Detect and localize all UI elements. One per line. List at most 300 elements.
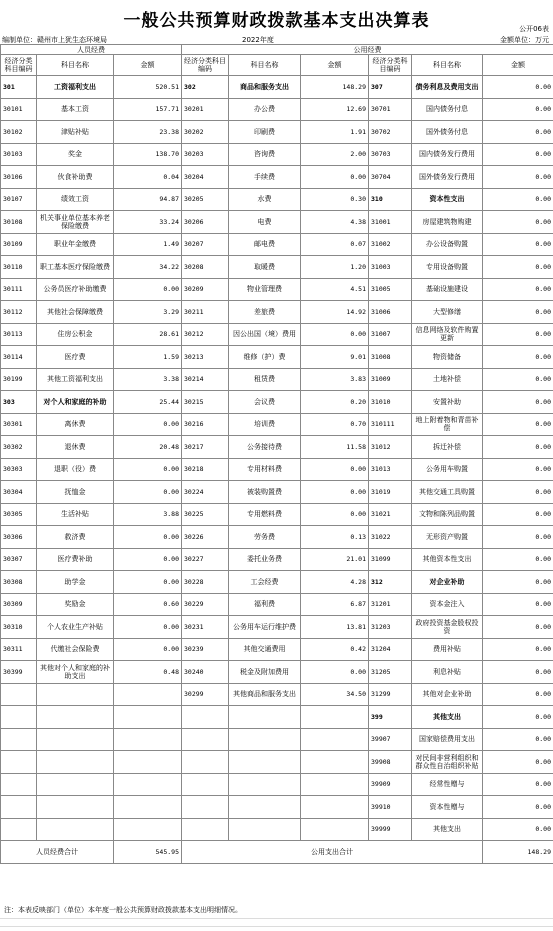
personnel-code-cell: 30108 <box>1 211 37 234</box>
personnel-amount-cell: 0.00 <box>114 278 182 301</box>
personnel-name-cell: 伙食补助费 <box>37 166 114 189</box>
public-code-cell: 30204 <box>182 166 229 189</box>
public-name-cell: 电费 <box>229 211 301 234</box>
public-amount-cell: 12.69 <box>301 98 369 121</box>
table-row <box>1 76 553 99</box>
public-extra-name-cell: 国内债务发行费用 <box>412 143 483 166</box>
personnel-name-cell: 奖励金 <box>37 593 114 616</box>
personnel-name-cell: 抚恤金 <box>37 481 114 504</box>
public-extra-code-cell: 31299 <box>369 683 412 706</box>
personnel-amount-cell: 23.38 <box>114 121 182 144</box>
personnel-name-cell: 其他对个人和家庭的补助支出 <box>37 661 114 684</box>
personnel-amount-cell: 0.00 <box>114 481 182 504</box>
public-extra-amount-cell: 0.00 <box>483 638 553 661</box>
personnel-amount-cell <box>114 683 182 706</box>
public-code-cell: 30215 <box>182 391 229 414</box>
public-amount-cell: 0.00 <box>301 458 369 481</box>
public-code-cell <box>182 751 229 774</box>
code-header: 经济分类科目编码 <box>369 55 412 76</box>
public-name-cell: 手续费 <box>229 166 301 189</box>
personnel-amount-cell <box>114 751 182 774</box>
public-code-cell: 30239 <box>182 638 229 661</box>
public-name-cell: 物业管理费 <box>229 278 301 301</box>
personnel-code-cell: 30107 <box>1 188 37 211</box>
public-extra-name-cell: 国外债务发行费用 <box>412 166 483 189</box>
public-extra-amount-cell: 0.00 <box>483 98 553 121</box>
public-amount-cell: 4.51 <box>301 278 369 301</box>
personnel-amount-cell: 0.00 <box>114 548 182 571</box>
public-extra-amount-cell: 0.00 <box>483 571 553 594</box>
public-name-cell <box>229 773 301 796</box>
public-code-cell <box>182 773 229 796</box>
personnel-amount-cell: 3.29 <box>114 301 182 324</box>
public-amount-cell: 0.00 <box>301 323 369 346</box>
public-extra-code-cell: 310 <box>369 188 412 211</box>
public-extra-name-cell: 基础设施建设 <box>412 278 483 301</box>
personnel-amount-cell: 157.71 <box>114 98 182 121</box>
table-row <box>1 413 553 436</box>
public-extra-amount-cell: 0.00 <box>483 211 553 234</box>
public-extra-amount-cell: 0.00 <box>483 458 553 481</box>
public-extra-name-cell: 对民间非营利组织和群众性自治组织补贴 <box>412 751 483 774</box>
personnel-code-cell: 30310 <box>1 616 37 639</box>
money-unit: 金额单位：万元 <box>500 36 549 44</box>
public-name-cell: 其他交通费用 <box>229 638 301 661</box>
table-row <box>1 98 553 121</box>
public-extra-amount-cell: 0.00 <box>483 503 553 526</box>
public-total-value: 148.29 <box>483 841 553 864</box>
public-name-cell: 取暖费 <box>229 256 301 279</box>
public-extra-name-cell: 其他对企业补助 <box>412 683 483 706</box>
public-extra-name-cell: 房屋建筑物购建 <box>412 211 483 234</box>
personnel-name-cell <box>37 706 114 729</box>
public-extra-name-cell: 债务利息及费用支出 <box>412 76 483 99</box>
public-amount-cell <box>301 796 369 819</box>
group-header-row <box>1 45 553 55</box>
public-code-cell: 30214 <box>182 368 229 391</box>
public-extra-code-cell: 39907 <box>369 728 412 751</box>
table-row <box>1 391 553 414</box>
public-extra-code-cell: 31007 <box>369 323 412 346</box>
public-amount-cell: 14.92 <box>301 301 369 324</box>
public-name-cell <box>229 728 301 751</box>
table-row <box>1 818 553 841</box>
sheet-gridline <box>0 918 553 919</box>
table-row <box>1 323 553 346</box>
name-header: 科目名称 <box>412 55 483 76</box>
fiscal-year: 2022年度 <box>242 36 274 44</box>
public-code-cell: 30217 <box>182 436 229 459</box>
public-name-cell <box>229 706 301 729</box>
personnel-name-cell: 基本工资 <box>37 98 114 121</box>
public-extra-amount-cell: 0.00 <box>483 436 553 459</box>
personnel-code-cell: 30101 <box>1 98 37 121</box>
table-row <box>1 143 553 166</box>
public-extra-name-cell: 办公设备购置 <box>412 233 483 256</box>
public-name-cell: 印刷费 <box>229 121 301 144</box>
public-extra-name-cell: 公务用车购置 <box>412 458 483 481</box>
public-extra-code-cell: 31002 <box>369 233 412 256</box>
personnel-name-cell: 其他工资福利支出 <box>37 368 114 391</box>
public-code-cell: 30218 <box>182 458 229 481</box>
public-extra-code-cell: 31022 <box>369 526 412 549</box>
personnel-name-cell <box>37 683 114 706</box>
public-extra-amount-cell: 0.00 <box>483 548 553 571</box>
personnel-name-cell: 其他社会保障缴费 <box>37 301 114 324</box>
personnel-amount-cell: 520.51 <box>114 76 182 99</box>
personnel-name-cell: 医疗费补助 <box>37 548 114 571</box>
public-amount-cell: 1.20 <box>301 256 369 279</box>
table-row <box>1 638 553 661</box>
public-extra-name-cell: 专用设备购置 <box>412 256 483 279</box>
personnel-code-cell: 30399 <box>1 661 37 684</box>
personnel-name-cell: 职业年金缴费 <box>37 233 114 256</box>
public-extra-name-cell: 土地补偿 <box>412 368 483 391</box>
table-row <box>1 481 553 504</box>
public-extra-name-cell: 其他支出 <box>412 818 483 841</box>
public-extra-code-cell: 30703 <box>369 143 412 166</box>
name-header: 科目名称 <box>229 55 301 76</box>
personnel-code-cell <box>1 683 37 706</box>
public-name-cell: 培训费 <box>229 413 301 436</box>
personnel-code-cell <box>1 706 37 729</box>
public-extra-code-cell: 312 <box>369 571 412 594</box>
public-name-cell: 公务用车运行维护费 <box>229 616 301 639</box>
public-extra-name-cell: 资本性赠与 <box>412 796 483 819</box>
table-row <box>1 616 553 639</box>
public-code-cell: 30225 <box>182 503 229 526</box>
public-amount-cell: 0.07 <box>301 233 369 256</box>
personnel-amount-cell: 138.70 <box>114 143 182 166</box>
public-name-cell: 公务接待费 <box>229 436 301 459</box>
public-extra-amount-cell: 0.00 <box>483 796 553 819</box>
personnel-code-cell: 30309 <box>1 593 37 616</box>
public-extra-amount-cell: 0.00 <box>483 301 553 324</box>
public-code-cell: 30208 <box>182 256 229 279</box>
public-extra-amount-cell: 0.00 <box>483 368 553 391</box>
public-extra-code-cell: 31001 <box>369 211 412 234</box>
personnel-name-cell <box>37 818 114 841</box>
public-extra-amount-cell: 0.00 <box>483 413 553 436</box>
public-name-cell: 维修（护）费 <box>229 346 301 369</box>
personnel-code-cell: 30114 <box>1 346 37 369</box>
personnel-code-cell: 30311 <box>1 638 37 661</box>
public-extra-code-cell: 31203 <box>369 616 412 639</box>
public-extra-amount-cell: 0.00 <box>483 323 553 346</box>
public-code-cell: 30211 <box>182 301 229 324</box>
personnel-amount-cell: 3.38 <box>114 368 182 391</box>
public-name-cell: 因公出国（境）费用 <box>229 323 301 346</box>
public-amount-cell <box>301 728 369 751</box>
public-code-cell: 302 <box>182 76 229 99</box>
totals-row <box>1 841 553 864</box>
public-extra-code-cell: 30704 <box>369 166 412 189</box>
amount-header: 金额 <box>114 55 182 76</box>
personnel-code-cell <box>1 728 37 751</box>
personnel-amount-cell: 28.61 <box>114 323 182 346</box>
personnel-name-cell: 绩效工资 <box>37 188 114 211</box>
public-name-cell: 劳务费 <box>229 526 301 549</box>
public-extra-code-cell: 399 <box>369 706 412 729</box>
personnel-amount-cell: 0.00 <box>114 413 182 436</box>
personnel-amount-cell <box>114 773 182 796</box>
personnel-amount-cell: 0.00 <box>114 526 182 549</box>
personnel-amount-cell: 0.00 <box>114 458 182 481</box>
public-name-cell: 邮电费 <box>229 233 301 256</box>
sheet-gridline <box>0 926 553 927</box>
public-amount-cell: 148.29 <box>301 76 369 99</box>
personnel-code-cell: 30111 <box>1 278 37 301</box>
personnel-amount-cell <box>114 818 182 841</box>
public-extra-code-cell: 31006 <box>369 301 412 324</box>
public-extra-name-cell: 经常性赠与 <box>412 773 483 796</box>
personnel-name-cell: 住房公积金 <box>37 323 114 346</box>
personnel-code-cell: 30110 <box>1 256 37 279</box>
public-extra-name-cell: 政府投资基金股权投资 <box>412 616 483 639</box>
public-extra-amount-cell: 0.00 <box>483 166 553 189</box>
public-name-cell: 水费 <box>229 188 301 211</box>
public-extra-amount-cell: 0.00 <box>483 706 553 729</box>
public-extra-amount-cell: 0.00 <box>483 661 553 684</box>
column-header-row <box>1 55 553 76</box>
public-code-cell: 30207 <box>182 233 229 256</box>
public-amount-cell: 9.01 <box>301 346 369 369</box>
public-extra-amount-cell: 0.00 <box>483 818 553 841</box>
public-extra-amount-cell: 0.00 <box>483 616 553 639</box>
public-name-cell: 工会经费 <box>229 571 301 594</box>
public-amount-cell: 6.87 <box>301 593 369 616</box>
public-extra-name-cell: 对企业补助 <box>412 571 483 594</box>
table-row <box>1 683 553 706</box>
public-extra-name-cell: 大型修缮 <box>412 301 483 324</box>
personnel-code-cell: 30303 <box>1 458 37 481</box>
expenditure-table <box>0 44 553 864</box>
table-row <box>1 256 553 279</box>
personnel-amount-cell: 0.48 <box>114 661 182 684</box>
table-row <box>1 211 553 234</box>
public-name-cell: 差旅费 <box>229 301 301 324</box>
public-extra-code-cell: 31013 <box>369 458 412 481</box>
public-amount-cell: 11.58 <box>301 436 369 459</box>
table-row <box>1 728 553 751</box>
personnel-amount-cell: 0.00 <box>114 571 182 594</box>
public-extra-amount-cell: 0.00 <box>483 593 553 616</box>
public-code-cell <box>182 706 229 729</box>
personnel-code-cell: 30308 <box>1 571 37 594</box>
personnel-name-cell: 个人农业生产补贴 <box>37 616 114 639</box>
public-amount-cell: 4.28 <box>301 571 369 594</box>
personnel-code-cell: 30199 <box>1 368 37 391</box>
public-amount-cell: 0.42 <box>301 638 369 661</box>
personnel-name-cell: 助学金 <box>37 571 114 594</box>
table-row <box>1 233 553 256</box>
public-extra-code-cell: 39909 <box>369 773 412 796</box>
personnel-name-cell: 机关事业单位基本养老保险缴费 <box>37 211 114 234</box>
personnel-code-cell <box>1 773 37 796</box>
public-amount-cell: 0.00 <box>301 661 369 684</box>
personnel-name-cell: 退职（役）费 <box>37 458 114 481</box>
public-amount-cell: 1.91 <box>301 121 369 144</box>
public-extra-amount-cell: 0.00 <box>483 346 553 369</box>
public-code-cell: 30209 <box>182 278 229 301</box>
personnel-code-cell: 30305 <box>1 503 37 526</box>
public-name-cell <box>229 818 301 841</box>
personnel-name-cell <box>37 751 114 774</box>
personnel-name-cell: 医疗费 <box>37 346 114 369</box>
personnel-code-cell: 30109 <box>1 233 37 256</box>
public-amount-cell: 4.38 <box>301 211 369 234</box>
public-code-cell: 30216 <box>182 413 229 436</box>
public-extra-code-cell: 39999 <box>369 818 412 841</box>
public-code-cell: 30226 <box>182 526 229 549</box>
public-amount-cell: 0.20 <box>301 391 369 414</box>
public-extra-amount-cell: 0.00 <box>483 481 553 504</box>
table-row <box>1 301 553 324</box>
public-extra-code-cell: 30702 <box>369 121 412 144</box>
personnel-code-cell <box>1 751 37 774</box>
personnel-amount-cell: 1.49 <box>114 233 182 256</box>
public-extra-code-cell: 31204 <box>369 638 412 661</box>
public-amount-cell: 21.01 <box>301 548 369 571</box>
public-name-cell: 咨询费 <box>229 143 301 166</box>
public-code-cell: 30202 <box>182 121 229 144</box>
public-extra-name-cell: 国外债务付息 <box>412 121 483 144</box>
personnel-amount-cell: 25.44 <box>114 391 182 414</box>
public-amount-cell: 0.00 <box>301 481 369 504</box>
public-amount-cell: 3.83 <box>301 368 369 391</box>
personnel-name-cell: 奖金 <box>37 143 114 166</box>
personnel-name-cell: 救济费 <box>37 526 114 549</box>
table-row <box>1 571 553 594</box>
public-extra-name-cell: 拆迁补偿 <box>412 436 483 459</box>
personnel-code-cell: 30306 <box>1 526 37 549</box>
personnel-name-cell: 生活补贴 <box>37 503 114 526</box>
public-code-cell: 30240 <box>182 661 229 684</box>
code-header: 经济分类科目编码 <box>1 55 37 76</box>
public-amount-cell <box>301 773 369 796</box>
personnel-amount-cell: 0.00 <box>114 638 182 661</box>
report-title: 一般公共预算财政拨款基本支出决算表 <box>123 11 430 31</box>
public-extra-name-cell: 信息网络及软件购置更新 <box>412 323 483 346</box>
personnel-group-header: 人员经费 <box>1 45 182 55</box>
public-name-cell: 专用材料费 <box>229 458 301 481</box>
personnel-name-cell: 工资福利支出 <box>37 76 114 99</box>
public-extra-code-cell: 31003 <box>369 256 412 279</box>
public-amount-cell: 2.00 <box>301 143 369 166</box>
personnel-amount-cell: 33.24 <box>114 211 182 234</box>
personnel-code-cell <box>1 818 37 841</box>
personnel-code-cell <box>1 796 37 819</box>
public-name-cell: 其他商品和服务支出 <box>229 683 301 706</box>
public-name-cell: 被装购置费 <box>229 481 301 504</box>
personnel-amount-cell: 94.87 <box>114 188 182 211</box>
personnel-total-value: 545.95 <box>114 841 182 864</box>
personnel-code-cell: 30103 <box>1 143 37 166</box>
public-extra-name-cell: 安置补助 <box>412 391 483 414</box>
public-amount-cell: 0.13 <box>301 526 369 549</box>
public-extra-code-cell: 307 <box>369 76 412 99</box>
personnel-code-cell: 30307 <box>1 548 37 571</box>
public-code-cell <box>182 796 229 819</box>
personnel-code-cell: 30102 <box>1 121 37 144</box>
personnel-amount-cell: 3.88 <box>114 503 182 526</box>
table-row <box>1 593 553 616</box>
public-group-header: 公用经费 <box>182 45 553 55</box>
personnel-name-cell: 职工基本医疗保险缴费 <box>37 256 114 279</box>
table-row <box>1 121 553 144</box>
public-amount-cell: 0.00 <box>301 166 369 189</box>
table-row <box>1 458 553 481</box>
public-code-cell: 30213 <box>182 346 229 369</box>
public-extra-name-cell: 其他支出 <box>412 706 483 729</box>
personnel-name-cell: 津贴补贴 <box>37 121 114 144</box>
personnel-name-cell: 退休费 <box>37 436 114 459</box>
public-name-cell: 税金及附加费用 <box>229 661 301 684</box>
public-extra-code-cell: 39908 <box>369 751 412 774</box>
public-extra-name-cell: 其他交通工具购置 <box>412 481 483 504</box>
personnel-name-cell: 公务员医疗补助缴费 <box>37 278 114 301</box>
public-extra-name-cell: 物资储备 <box>412 346 483 369</box>
public-extra-code-cell: 310111 <box>369 413 412 436</box>
public-extra-name-cell: 资本金注入 <box>412 593 483 616</box>
personnel-amount-cell: 0.04 <box>114 166 182 189</box>
personnel-amount-cell: 0.00 <box>114 616 182 639</box>
public-extra-name-cell: 资本性支出 <box>412 188 483 211</box>
public-extra-amount-cell: 0.00 <box>483 188 553 211</box>
public-name-cell: 租赁费 <box>229 368 301 391</box>
personnel-name-cell: 代缴社会保险费 <box>37 638 114 661</box>
personnel-amount-cell: 1.59 <box>114 346 182 369</box>
public-extra-code-cell: 31205 <box>369 661 412 684</box>
public-extra-amount-cell: 0.00 <box>483 728 553 751</box>
code-header: 经济分类科目编码 <box>182 55 229 76</box>
public-code-cell: 30299 <box>182 683 229 706</box>
public-extra-code-cell: 31005 <box>369 278 412 301</box>
public-extra-name-cell: 其他资本性支出 <box>412 548 483 571</box>
personnel-code-cell: 301 <box>1 76 37 99</box>
public-extra-name-cell: 文物和陈列品购置 <box>412 503 483 526</box>
public-name-cell: 福利费 <box>229 593 301 616</box>
public-code-cell: 30224 <box>182 481 229 504</box>
personnel-code-cell: 30301 <box>1 413 37 436</box>
table-row <box>1 436 553 459</box>
public-name-cell: 专用燃料费 <box>229 503 301 526</box>
public-extra-code-cell: 31009 <box>369 368 412 391</box>
personnel-amount-cell <box>114 728 182 751</box>
public-name-cell: 商品和服务支出 <box>229 76 301 99</box>
public-code-cell: 30231 <box>182 616 229 639</box>
public-extra-amount-cell: 0.00 <box>483 233 553 256</box>
personnel-name-cell <box>37 728 114 751</box>
personnel-name-cell: 对个人和家庭的补助 <box>37 391 114 414</box>
footnote: 注：本表反映部门（单位）本年度一般公共预算财政拨款基本支出明细情况。 <box>4 906 242 914</box>
compiling-unit: 编制单位：赣州市上犹生态环境局 <box>2 36 107 44</box>
public-extra-amount-cell: 0.00 <box>483 751 553 774</box>
public-extra-name-cell: 费用补贴 <box>412 638 483 661</box>
public-extra-amount-cell: 0.00 <box>483 76 553 99</box>
public-extra-code-cell: 30701 <box>369 98 412 121</box>
public-amount-cell: 34.50 <box>301 683 369 706</box>
public-extra-name-cell: 国家赔偿费用支出 <box>412 728 483 751</box>
personnel-amount-cell: 34.22 <box>114 256 182 279</box>
public-amount-cell: 13.81 <box>301 616 369 639</box>
public-extra-amount-cell: 0.00 <box>483 773 553 796</box>
public-amount-cell: 0.70 <box>301 413 369 436</box>
amount-header: 金额 <box>483 55 553 76</box>
personnel-code-cell: 30302 <box>1 436 37 459</box>
public-extra-code-cell: 31021 <box>369 503 412 526</box>
name-header: 科目名称 <box>37 55 114 76</box>
